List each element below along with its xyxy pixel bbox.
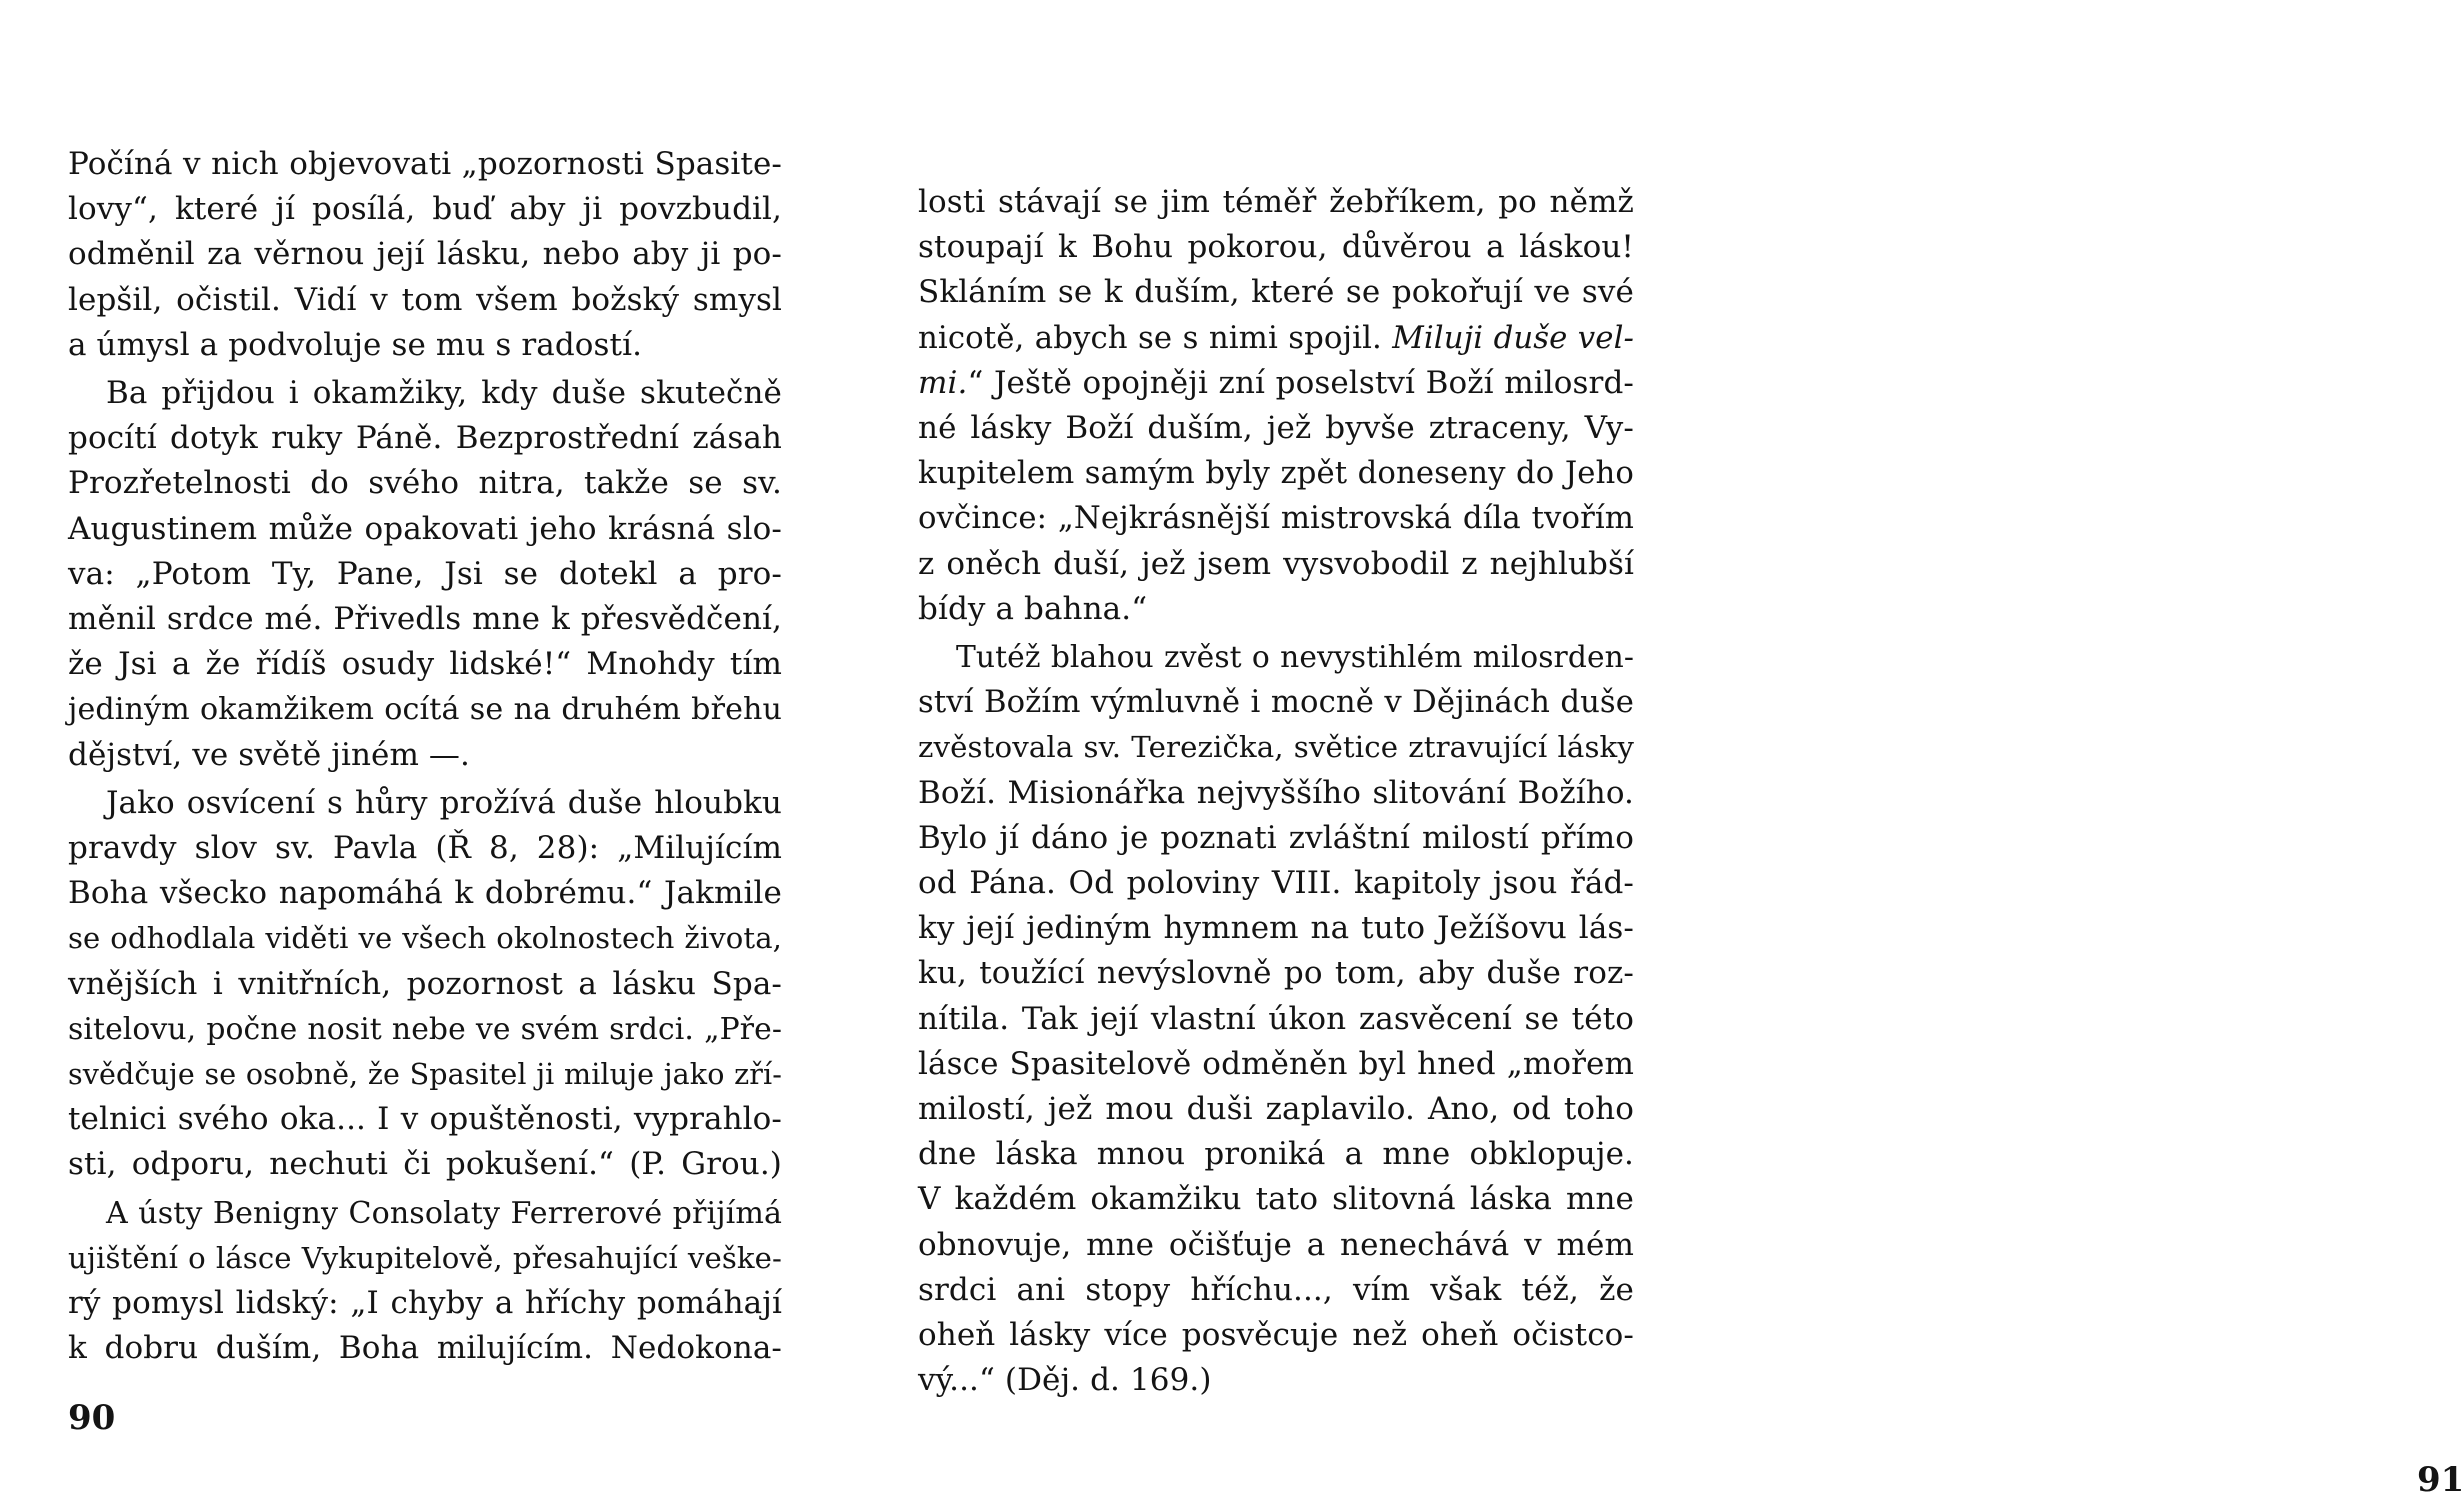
text-line: ství Božím výmluvně i mocně v Dějinách duše: [918, 685, 1634, 721]
text-line: rý pomysl lidský: „I chyby a hříchy pomáhají: [68, 1285, 782, 1322]
text-line: od Pána. Od poloviny VIII. kapitoly jsou řád-: [918, 865, 1634, 902]
text-line: z oněch duší, jež jsem vysvobodil z nejhlubší: [918, 545, 1634, 582]
text-line: ujištění o lásce Vykupitelově, přesahující veške-: [68, 1240, 782, 1275]
left-text-column: [68, 142, 782, 1371]
text-line: jediným okamžikem ocítá se na druhém břehu: [68, 692, 782, 728]
text-line: telnici svého oka... I v opuštěnosti, vyprahlo-: [68, 1101, 782, 1138]
text-line: Augustinem může opakovati jeho krásná slo-: [68, 510, 782, 547]
text-line: dějství, ve světě jiném —.: [68, 736, 470, 773]
text-line: svědčuje se osobně, že Spasitel ji miluje jako zří-: [68, 1057, 782, 1092]
left-page: [0, 0, 842, 1500]
italic-quote: mi.: [918, 364, 968, 401]
page-number-right: 91: [2417, 1460, 2464, 1500]
text-line: sitelovu, počne nosit nebe ve svém srdci. „Pře-: [68, 1011, 782, 1047]
text-line: ovčince: „Nejkrásnější mistrovská díla tvořím: [918, 500, 1634, 537]
text-line: lovy“, které jí posílá, buď aby ji povzbudil,: [68, 191, 782, 228]
text-line: milostí, jež mou duši zaplavilo. Ano, od toho: [918, 1091, 1634, 1128]
text-line: lepšil, očistil. Vidí v tom všem božský smysl: [68, 281, 782, 318]
text-line: né lásky Boží duším, jež byvše ztraceny, Vy-: [918, 410, 1634, 447]
right-page: [842, 0, 2464, 1500]
text-line: losti stávají se jim téměř žebříkem, po němž: [918, 184, 1634, 220]
text-line: měnil srdce mé. Přivedls mne k přesvědčení,: [68, 601, 782, 638]
text-line: [918, 361, 1634, 406]
text-line: lásce Spasitelově odměněn byl hned „mořem: [918, 1045, 1634, 1082]
text-segment: nicotě, abych se s nimi spojil.: [918, 319, 1382, 356]
text-line: Prozřetelnosti do svého nitra, takže se sv.: [68, 465, 782, 502]
text-line: a úmysl a podvoluje se mu s radostí.: [68, 326, 643, 363]
text-line: pocítí dotyk ruky Páně. Bezprostřední zásah: [68, 420, 782, 457]
text-line: bídy a bahna.“: [918, 590, 1148, 627]
text-line: kupitelem samým byly zpět doneseny do Jeho: [918, 456, 1634, 492]
text-line: oheň lásky více posvěcuje než oheň očistco-: [918, 1317, 1634, 1354]
text-line: sti, odporu, nechuti či pokušení.“ (P. Grou.): [68, 1146, 782, 1183]
text-line: ku, toužící nevýslovně po tom, aby duše roz-: [918, 955, 1634, 992]
text-line: Tutéž blahou zvěst o nevystihlém milosrden-: [956, 640, 1634, 676]
text-line: Jako osvícení s hůry prožívá duše hloubku: [106, 784, 782, 821]
text-line: nítila. Tak její vlastní úkon zasvěcení se této: [918, 1000, 1634, 1037]
page-number-left: 90: [68, 1398, 116, 1438]
text-line: zvěstovala sv. Terezička, světice ztravující lásky: [918, 730, 1634, 765]
text-line: srdci ani stopy hříchu..., vím však též, že: [918, 1271, 1634, 1308]
text-line: obnovuje, mne očišťuje a nenechává v mém: [918, 1226, 1634, 1263]
text-line: Boha všecko napomáhá k dobrému.“ Jakmile: [68, 875, 782, 912]
text-line: vnějších i vnitřních, pozornost a lásku Spa-: [68, 965, 782, 1002]
text-line: Ba přijdou i okamžiky, kdy duše skutečně: [106, 375, 782, 412]
text-line: se odhodlala viděti ve všech okolnostech života,: [68, 921, 782, 956]
text-line: odměnil za věrnou její lásku, nebo aby ji po-: [68, 236, 782, 273]
text-line: vý...“ (Děj. d. 169.): [918, 1362, 1212, 1399]
text-line: Bylo jí dáno je poznati zvláštní milostí přímo: [918, 819, 1634, 856]
text-segment: “ Ještě opojněji zní poselství Boží milosrd-: [967, 364, 1634, 401]
text-line: V každém okamžiku tato slitovná láska mne: [918, 1181, 1634, 1218]
text-line: k dobru duším, Boha milujícím. Nedokona-: [68, 1330, 782, 1367]
text-line: [918, 316, 1634, 361]
text-line: Boží. Misionářka nejvyššího slitování Božího.: [918, 774, 1634, 811]
text-line: Počíná v nich objevovati „pozornosti Spasite-: [68, 146, 782, 182]
text-line: ky její jediným hymnem na tuto Ježíšovu lás-: [918, 910, 1634, 947]
text-line: dne láska mnou proniká a mne obklopuje.: [918, 1136, 1634, 1173]
text-line: A ústy Benigny Consolaty Ferrerové přijímá: [106, 1195, 782, 1231]
text-line: pravdy slov sv. Pavla (Ř 8, 28): „Milujícím: [68, 830, 782, 867]
right-text-column: [918, 180, 1634, 1403]
text-line: že Jsi a že řídíš osudy lidské!“ Mnohdy tím: [68, 646, 782, 683]
text-line: Skláním se k duším, které se pokořují ve své: [918, 274, 1634, 311]
italic-quote: Miluji duše vel-: [1392, 319, 1635, 356]
text-line: stoupají k Bohu pokorou, důvěrou a láskou!: [918, 229, 1634, 266]
text-line: va: „Potom Ty, Pane, Jsi se dotekl a pro-: [68, 555, 782, 592]
